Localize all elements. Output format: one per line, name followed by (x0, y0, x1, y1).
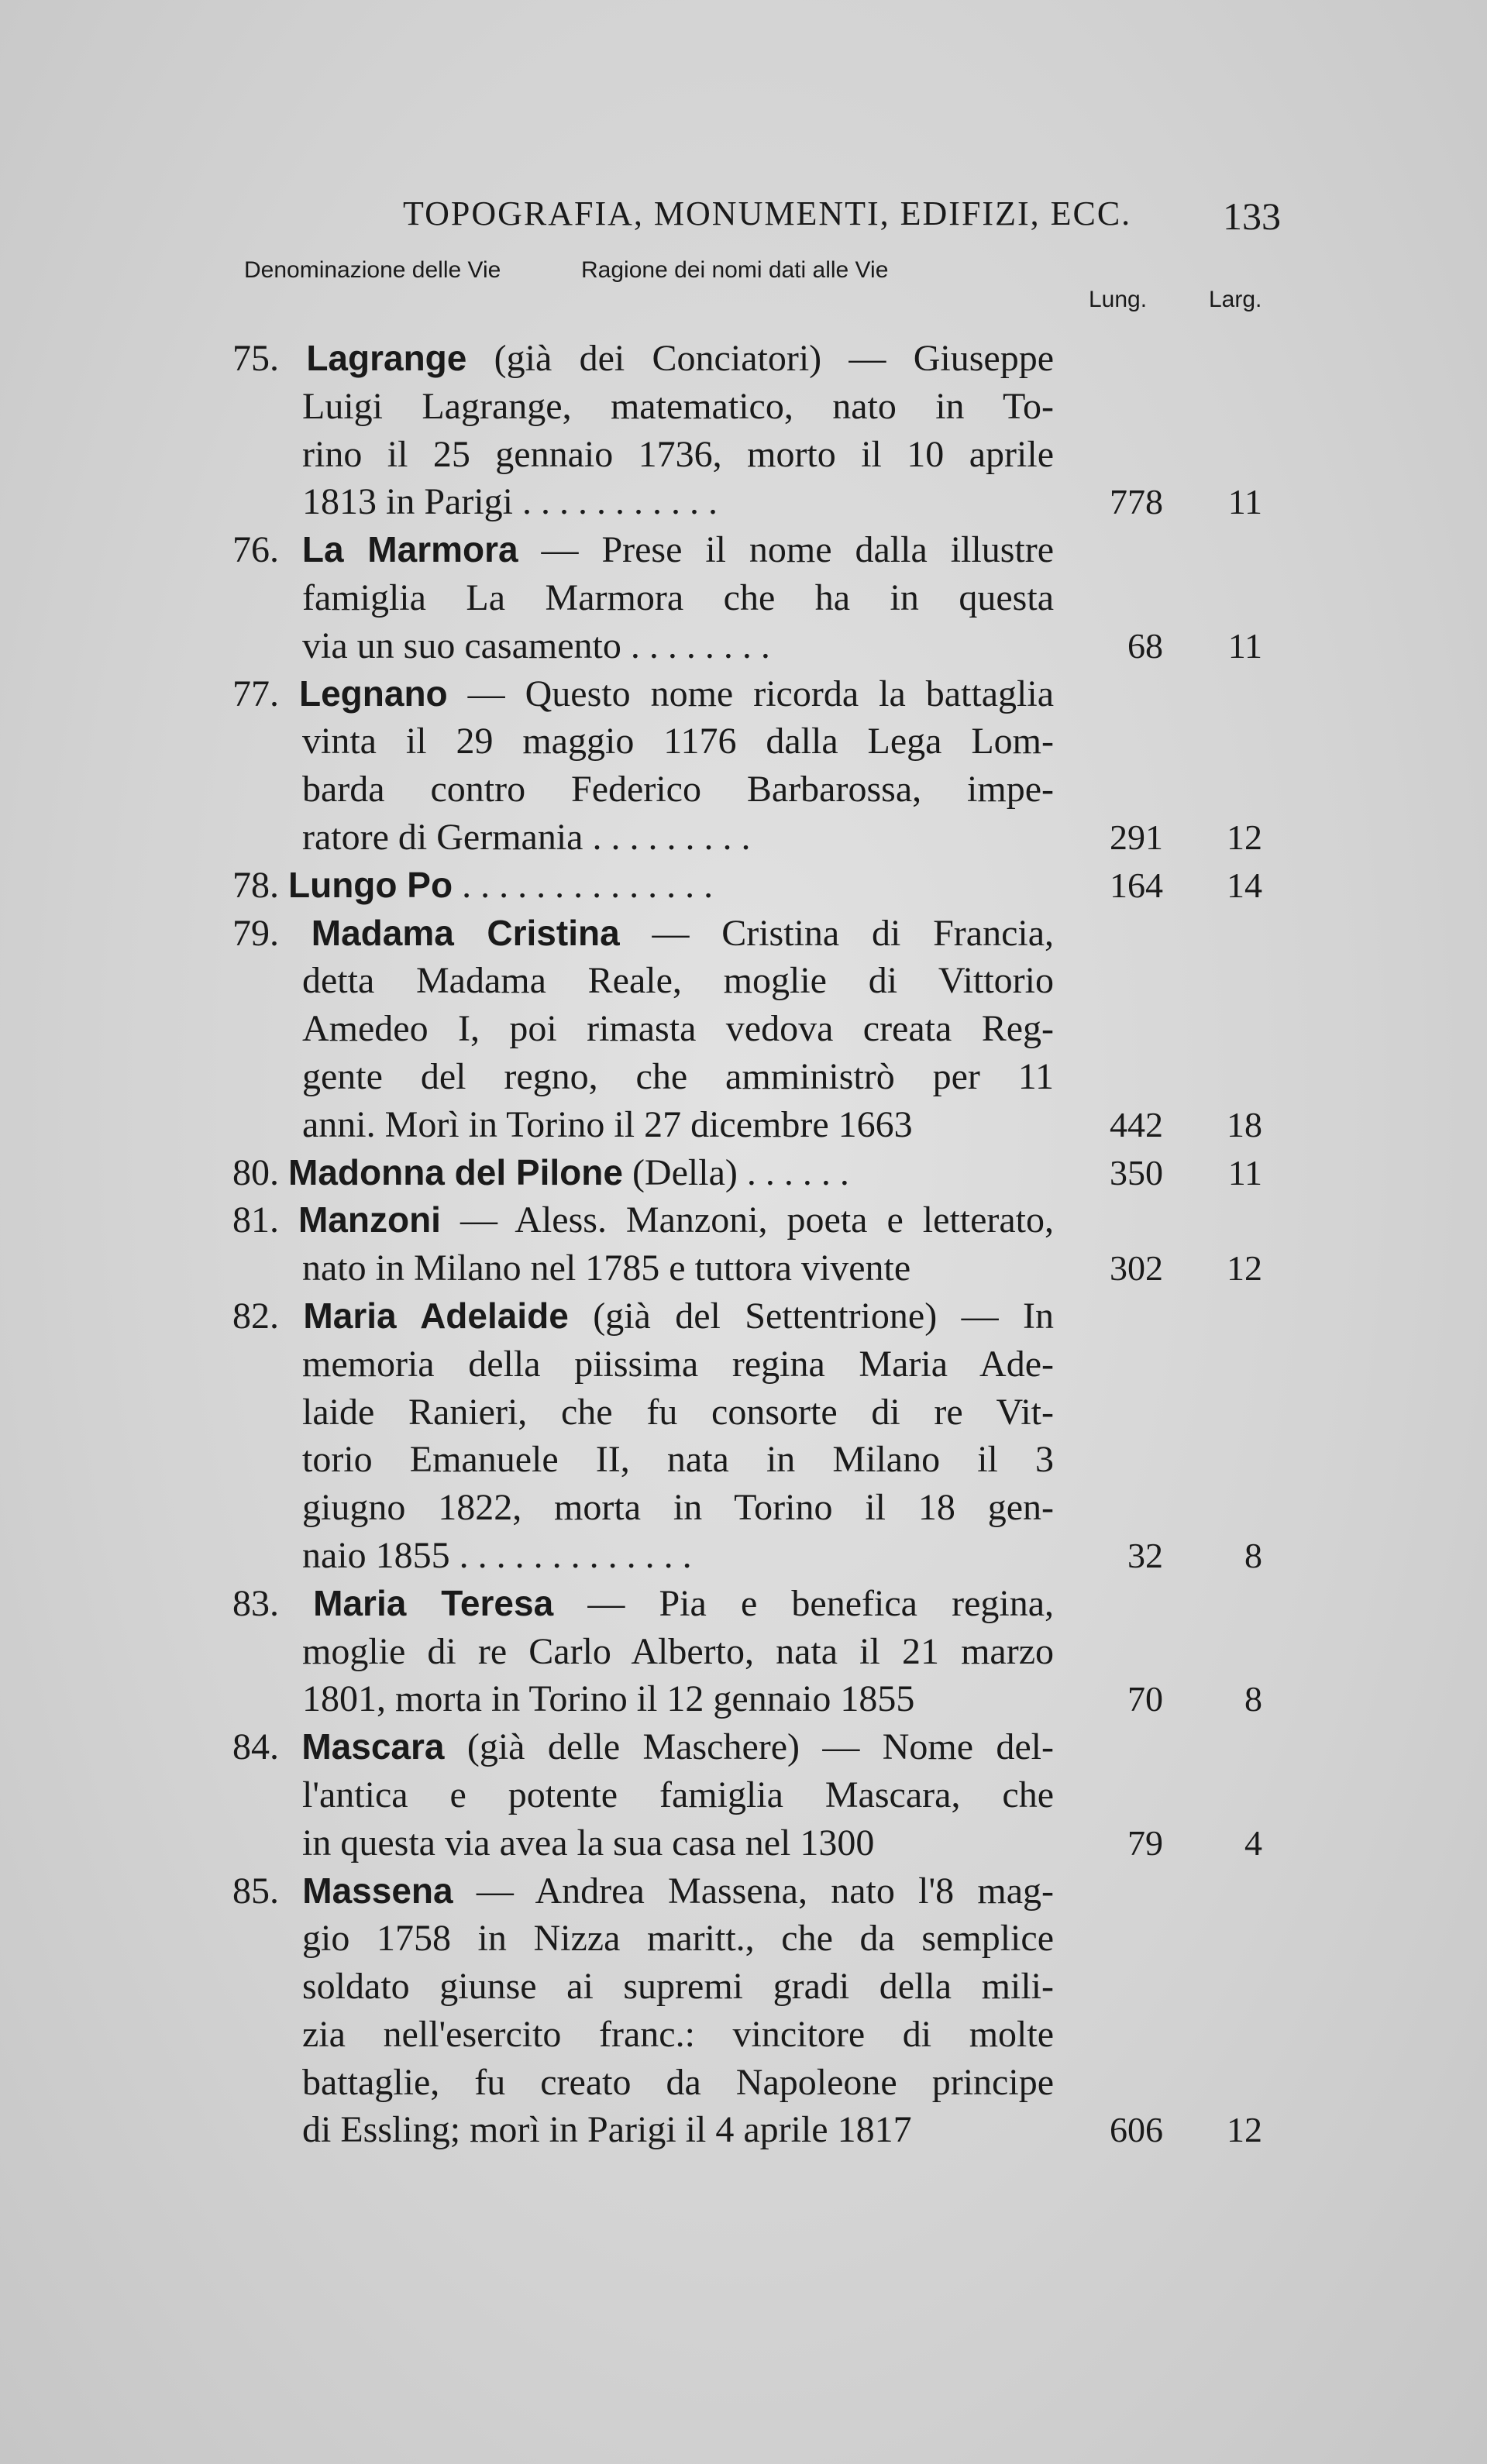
entry-line (0, 718, 1487, 766)
street-entry (0, 335, 1487, 526)
entry-line (0, 1819, 1487, 1867)
column-header-ragione: Ragione dei nomi dati alle Vie (581, 257, 889, 283)
entry-line (0, 1915, 1487, 1963)
entry-description: nato in Milano nel 1785 e tuttora vivente (302, 1247, 911, 1289)
width-value: 11 (1227, 1152, 1262, 1192)
entry-description: in questa via avea la sua casa nel 1300 (302, 1822, 875, 1863)
entry-description: — Questo nome ricorda la battaglia (467, 673, 1054, 714)
entry-description: gio 1758 in Nizza maritt., che da semplice (302, 1918, 1054, 1960)
entry-description: . . . . . . . . . . . . . . (462, 864, 714, 906)
entry-text (302, 766, 1054, 814)
entry-description: — Andrea Massena, nato l'8 mag- (476, 1870, 1055, 1912)
entry-line (0, 1675, 1487, 1723)
length-value: 442 (1110, 1104, 1163, 1144)
street-name: Lagrange (306, 338, 467, 378)
entry-description: di Essling; morì in Parigi il 4 aprile 1817 (302, 2109, 912, 2151)
entry-line (0, 1532, 1487, 1580)
entry-text (302, 1389, 1054, 1437)
entry-description: Luigi Lagrange, matematico, nato in To- (302, 385, 1054, 427)
entry-description: moglie di re Carlo Alberto, nata il 21 marzo (302, 1630, 1054, 1672)
street-list (0, 335, 1487, 2154)
entry-line (0, 2059, 1487, 2107)
entry-line (0, 1628, 1487, 1676)
entry-text (302, 1484, 1054, 1532)
entry-description: battaglie, fu creato da Napoleone principe (302, 2061, 1054, 2103)
entry-description: (già dei Conciatori) — Giuseppe (494, 338, 1055, 379)
column-headers (0, 256, 1487, 318)
entry-text (302, 1819, 1054, 1867)
length-value: 778 (1110, 482, 1163, 522)
length-value: 79 (1127, 1822, 1163, 1863)
entry-text (232, 1580, 1054, 1628)
entry-description: zia nell'esercito franc.: vincitore di molte (302, 2013, 1054, 2055)
entry-text (302, 383, 1054, 431)
entry-line (0, 1340, 1487, 1389)
entry-description: — Pia e benefica regina, (587, 1582, 1055, 1624)
entry-description: torio Emanuele II, nata in Milano il 3 (302, 1439, 1054, 1481)
entry-line (0, 1196, 1487, 1244)
width-value: 18 (1227, 1104, 1262, 1144)
entry-text (302, 1340, 1054, 1389)
entry-description: — Aless. Manzoni, poeta e letterato, (460, 1199, 1054, 1241)
entry-number: 81. (232, 1199, 279, 1241)
entry-text (232, 1196, 1054, 1244)
length-value: 291 (1110, 817, 1163, 857)
length-value: 606 (1110, 2110, 1163, 2150)
street-entry (0, 910, 1487, 1149)
entry-text (232, 526, 1054, 574)
entry-text (302, 1053, 1054, 1101)
entry-description: Amedeo I, poi rimasta vedova creata Reg- (302, 1008, 1054, 1050)
entry-number: 85. (232, 1870, 279, 1912)
entry-text (302, 2106, 1054, 2154)
street-entry (0, 862, 1487, 910)
entry-line (0, 1244, 1487, 1292)
entry-number: 84. (232, 1726, 279, 1768)
column-header-denominazione: Denominazione delle Vie (244, 257, 501, 283)
entry-line (0, 431, 1487, 479)
entry-description: gente del regno, che amministrò per 11 (302, 1055, 1054, 1097)
entry-text (302, 574, 1054, 622)
width-value: 14 (1227, 865, 1262, 905)
street-entry (0, 1292, 1487, 1580)
entry-line (0, 478, 1487, 526)
entry-text (302, 1675, 1054, 1723)
entry-line (0, 1292, 1487, 1340)
length-value: 302 (1110, 1248, 1163, 1289)
entry-line (0, 574, 1487, 622)
street-entry (0, 670, 1487, 862)
entry-text (302, 718, 1054, 766)
entry-text (232, 910, 1054, 958)
entry-text (302, 1771, 1054, 1819)
street-entry (0, 1723, 1487, 1867)
entry-text (232, 1723, 1054, 1771)
entry-line (0, 1484, 1487, 1532)
entry-text (302, 1436, 1054, 1484)
entry-description: giugno 1822, morta in Torino il 18 gen- (302, 1487, 1054, 1529)
entry-line (0, 1053, 1487, 1101)
length-value: 350 (1110, 1152, 1163, 1192)
entry-text (302, 1963, 1054, 2011)
entry-text (302, 1101, 1054, 1149)
length-value: 68 (1127, 625, 1163, 666)
street-entry (0, 526, 1487, 669)
entry-description: laide Ranieri, che fu consorte di re Vit- (302, 1391, 1054, 1433)
entry-text (302, 2059, 1054, 2107)
entry-line (0, 1005, 1487, 1053)
entry-number: 80. (232, 1151, 279, 1193)
width-value: 11 (1227, 482, 1262, 522)
page-header (0, 194, 1487, 248)
entry-number: 77. (232, 673, 279, 714)
entry-description: ratore di Germania . . . . . . . . . (302, 816, 751, 858)
entry-description: via un suo casamento . . . . . . . . (302, 625, 770, 666)
width-value: 12 (1227, 1248, 1262, 1289)
width-value: 12 (1227, 817, 1262, 857)
entry-text (302, 814, 1054, 862)
entry-line (0, 670, 1487, 718)
street-entry (0, 1580, 1487, 1723)
entry-description: famiglia La Marmora che ha in questa (302, 576, 1054, 618)
entry-description: — Cristina di Francia, (652, 912, 1055, 954)
street-name: Legnano (298, 673, 448, 714)
entry-description: (già delle Maschere) — Nome del- (466, 1726, 1055, 1768)
street-name: Maria Teresa (313, 1582, 554, 1623)
street-name: Madonna del Pilone (288, 1151, 623, 1192)
entry-text (232, 1867, 1054, 1915)
column-header-lunghezza: Lung. (1089, 287, 1148, 312)
entry-description: 1801, morta in Torino il 12 gennaio 1855 (302, 1678, 915, 1720)
entry-text (302, 1628, 1054, 1676)
entry-number: 78. (232, 864, 279, 906)
entry-description: soldato giunse ai supremi gradi della mili- (302, 1966, 1054, 2008)
entry-line (0, 2011, 1487, 2059)
entry-number: 83. (232, 1582, 279, 1624)
width-value: 12 (1227, 2110, 1262, 2150)
entry-number: 75. (232, 338, 279, 379)
entry-text (302, 431, 1054, 479)
entry-line (0, 526, 1487, 574)
street-entry (0, 1149, 1487, 1197)
entry-line (0, 814, 1487, 862)
entry-line (0, 1436, 1487, 1484)
entry-text (302, 1244, 1054, 1292)
width-value: 11 (1227, 625, 1262, 666)
entry-text (302, 1005, 1054, 1053)
page-number: 133 (1223, 194, 1281, 238)
entry-description: (Della) . . . . . . (632, 1151, 849, 1193)
entry-description: detta Madama Reale, moglie di Vittorio (302, 960, 1054, 1002)
entry-text (232, 670, 1054, 718)
entry-line (0, 1867, 1487, 1915)
entry-description: anni. Morì in Torino il 27 dicembre 1663 (302, 1103, 913, 1145)
street-name: Massena (302, 1870, 453, 1911)
street-entry (0, 1867, 1487, 2155)
entry-text (232, 335, 1054, 383)
entry-text (302, 478, 1054, 526)
entry-description: (già del Settentrione) — In (593, 1295, 1055, 1337)
entry-line (0, 957, 1487, 1005)
entry-description: — Prese il nome dalla illustre (541, 529, 1054, 571)
entry-line (0, 335, 1487, 383)
entry-number: 76. (232, 529, 279, 571)
entry-line (0, 1149, 1487, 1197)
entry-text (302, 1915, 1054, 1963)
entry-line (0, 1771, 1487, 1819)
street-entry (0, 1196, 1487, 1292)
width-value: 8 (1244, 1535, 1262, 1575)
street-name: Maria Adelaide (303, 1295, 569, 1336)
entry-text (232, 1292, 1054, 1340)
entry-description: memoria della piissima regina Maria Ade- (302, 1343, 1054, 1385)
length-value: 164 (1110, 865, 1163, 905)
length-value: 70 (1127, 1679, 1163, 1719)
entry-number: 79. (232, 912, 279, 954)
entry-line (0, 2106, 1487, 2154)
entry-description: l'antica e potente famiglia Mascara, che (302, 1774, 1054, 1815)
length-value: 32 (1127, 1535, 1163, 1575)
street-name: Madama Cristina (311, 912, 620, 953)
entry-description: 1813 in Parigi . . . . . . . . . . . (302, 481, 718, 523)
entry-text (302, 957, 1054, 1005)
entry-description: rino il 25 gennaio 1736, morto il 10 aprile (302, 433, 1054, 475)
street-name: Mascara (301, 1726, 445, 1767)
running-title: TOPOGRAFIA, MONUMENTI, EDIFIZI, ECC. (403, 194, 1132, 232)
entry-text (232, 1149, 1054, 1197)
width-value: 4 (1244, 1822, 1262, 1863)
entry-description: barda contro Federico Barbarossa, impe- (302, 769, 1054, 810)
entry-line (0, 1101, 1487, 1149)
entry-line (0, 766, 1487, 814)
entry-text (302, 1532, 1054, 1580)
entry-line (0, 383, 1487, 431)
entry-description: naio 1855 . . . . . . . . . . . . . (302, 1534, 692, 1576)
entry-line (0, 1963, 1487, 2011)
entry-text (232, 862, 1054, 910)
width-value: 8 (1244, 1679, 1262, 1719)
entry-line (0, 1389, 1487, 1437)
column-header-larghezza: Larg. (1209, 287, 1262, 312)
entry-text (302, 622, 1054, 670)
street-name: Manzoni (298, 1199, 441, 1241)
entry-line (0, 862, 1487, 910)
entry-text (302, 2011, 1054, 2059)
entry-number: 82. (232, 1295, 279, 1337)
street-name: Lungo Po (288, 864, 453, 905)
street-name: La Marmora (301, 529, 518, 570)
entry-line (0, 1580, 1487, 1628)
entry-line (0, 1723, 1487, 1771)
entry-description: vinta il 29 maggio 1176 dalla Lega Lom- (302, 721, 1054, 762)
entry-line (0, 910, 1487, 958)
entry-line (0, 622, 1487, 670)
